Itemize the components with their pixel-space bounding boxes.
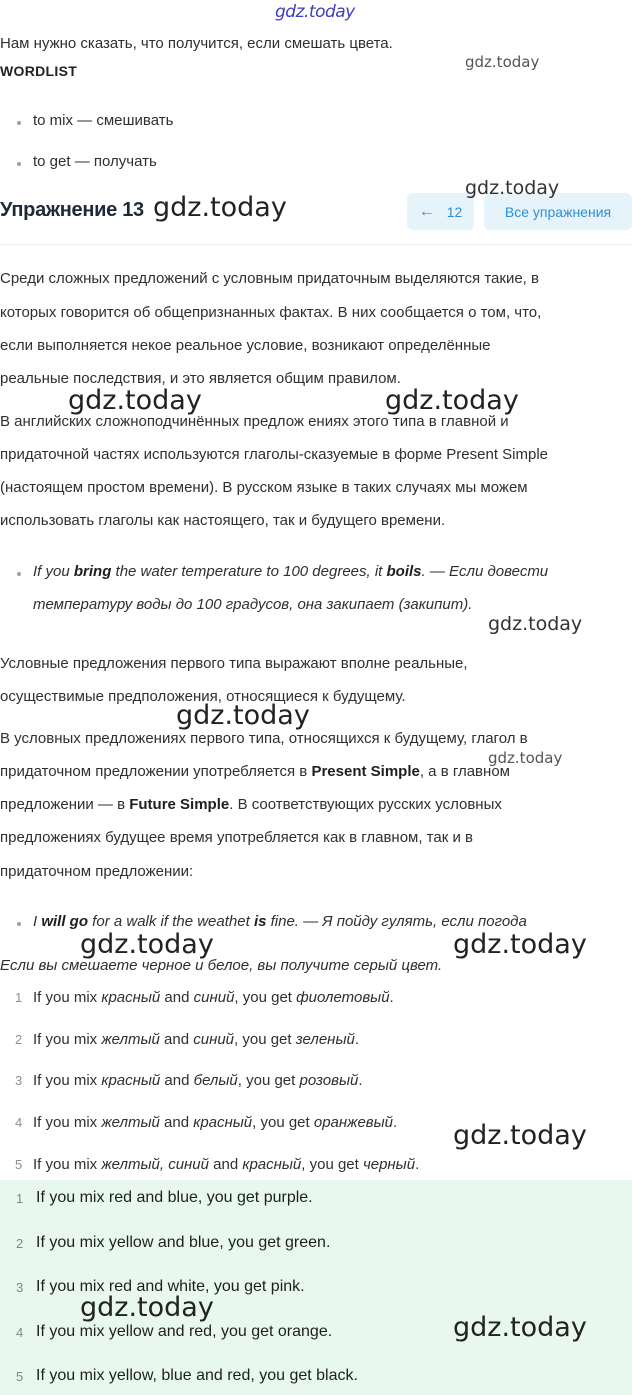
wordlist-heading: WORDLIST — [0, 63, 78, 79]
item-number: 5 — [15, 1157, 23, 1172]
theory-line: придаточном предложении употребляется в Present Simple, а в главном — [0, 763, 510, 780]
example-translation: температуру воды до 100 градусов, она закипает (закипит). — [33, 596, 473, 613]
item-number: 1 — [15, 990, 23, 1005]
answer-item: If you mix red and blue, you get purple. — [36, 1189, 313, 1206]
theory-line: предложениях будущее время употребляется как в главном, так и в — [0, 829, 473, 846]
theory-line: осуществимые предположения, относящиеся к будущему. — [0, 688, 406, 705]
watermark: gdz.today — [80, 1292, 214, 1323]
task-item: If you mix красный and белый, you get розовый. — [33, 1072, 363, 1089]
divider — [0, 244, 632, 245]
watermark: gdz.today — [80, 929, 214, 960]
example-sentence: I will go for a walk if the weathet is fine. — Я пойду гулять, если погода — [33, 913, 527, 930]
item-number: 4 — [15, 1115, 23, 1130]
task-item: If you mix желтый and красный, you get оранжевый. — [33, 1114, 398, 1131]
task-item: If you mix желтый, синий and красный, you get черный. — [33, 1156, 420, 1173]
bullet — [17, 162, 21, 166]
watermark: gdz.today — [275, 2, 355, 22]
prev-exercise-button[interactable] — [407, 193, 474, 230]
watermark: gdz.today — [488, 749, 563, 767]
watermark: gdz.today — [453, 1312, 587, 1343]
task-item: If you mix красный and синий, you get фиолетовый. — [33, 989, 394, 1006]
theory-line: если выполняется некое реальное условие, возникают определённые — [0, 337, 491, 354]
wordlist-item: to get — получать — [33, 153, 157, 170]
watermark: gdz.today — [153, 192, 287, 223]
answer-number: 4 — [16, 1325, 24, 1340]
theory-line: предложении — в Future Simple. В соответствующих русских условных — [0, 796, 502, 813]
answer-box — [0, 1180, 632, 1395]
answer-number: 1 — [16, 1191, 24, 1206]
watermark: gdz.today — [488, 613, 583, 635]
bullet — [17, 922, 21, 926]
example-sentence: If you bring the water temperature to 100 degrees, it boils. — Если довести — [33, 563, 549, 580]
theory-line: использовать глаголы как настоящего, так и будущего времени. — [0, 512, 446, 529]
answer-number: 2 — [16, 1236, 24, 1251]
watermark: gdz.today — [453, 1120, 587, 1151]
exercise-title: Упражнение 13 — [0, 199, 144, 221]
item-number: 2 — [15, 1032, 23, 1047]
answer-number: 5 — [16, 1369, 24, 1384]
answer-number: 3 — [16, 1280, 24, 1295]
watermark: gdz.today — [385, 385, 519, 416]
theory-line: (настоящем простом времени). В русском языке в таких случаях мы можем — [0, 479, 528, 496]
task-item: If you mix желтый and синий, you get зеленый. — [33, 1031, 359, 1048]
theory-line: В английских сложноподчинённых предлож ениях этого типа в главной и — [0, 413, 509, 430]
intro-text: Нам нужно сказать, что получится, если смешать цвета. — [0, 35, 393, 52]
theory-line: Среди сложных предложений с условным придаточным выделяются такие, в — [0, 270, 539, 287]
prev-exercise-label: 12 — [446, 203, 463, 220]
watermark: gdz.today — [453, 929, 587, 960]
all-exercises-button[interactable]: Все упражнения — [484, 193, 632, 230]
theory-line: Условные предложения первого типа выражают вполне реальные, — [0, 655, 468, 672]
answer-item: If you mix yellow and blue, you get green. — [36, 1234, 331, 1251]
arrow-left-icon: ← — [418, 202, 435, 220]
theory-line: которых говорится об общепризнанных фактах. В них сообщается о том, что, — [0, 304, 542, 321]
answer-item: If you mix yellow, blue and red, you get black. — [36, 1367, 358, 1384]
watermark: gdz.today — [176, 700, 310, 731]
theory-line: придаточной частях используются глаголы-сказуемые в форме Present Simple — [0, 446, 548, 463]
watermark: gdz.today — [465, 53, 540, 71]
theory-line: реальные последствия, и это является общим правилом. — [0, 370, 401, 387]
item-number: 3 — [15, 1073, 23, 1088]
theory-line: придаточном предложении: — [0, 863, 194, 880]
wordlist-item: to mix — смешивать — [33, 112, 174, 129]
answer-item: If you mix red and white, you get pink. — [36, 1278, 305, 1295]
bullet — [17, 121, 21, 125]
task-text: Если вы смешаете черное и белое, вы получите серый цвет. — [0, 957, 443, 974]
watermark: gdz.today — [68, 385, 202, 416]
theory-line: В условных предложениях первого типа, относящихся к будущему, глагол в — [0, 730, 528, 747]
watermark: gdz.today — [465, 177, 560, 199]
answer-item: If you mix yellow and red, you get orange. — [36, 1323, 333, 1340]
bullet — [17, 572, 21, 576]
